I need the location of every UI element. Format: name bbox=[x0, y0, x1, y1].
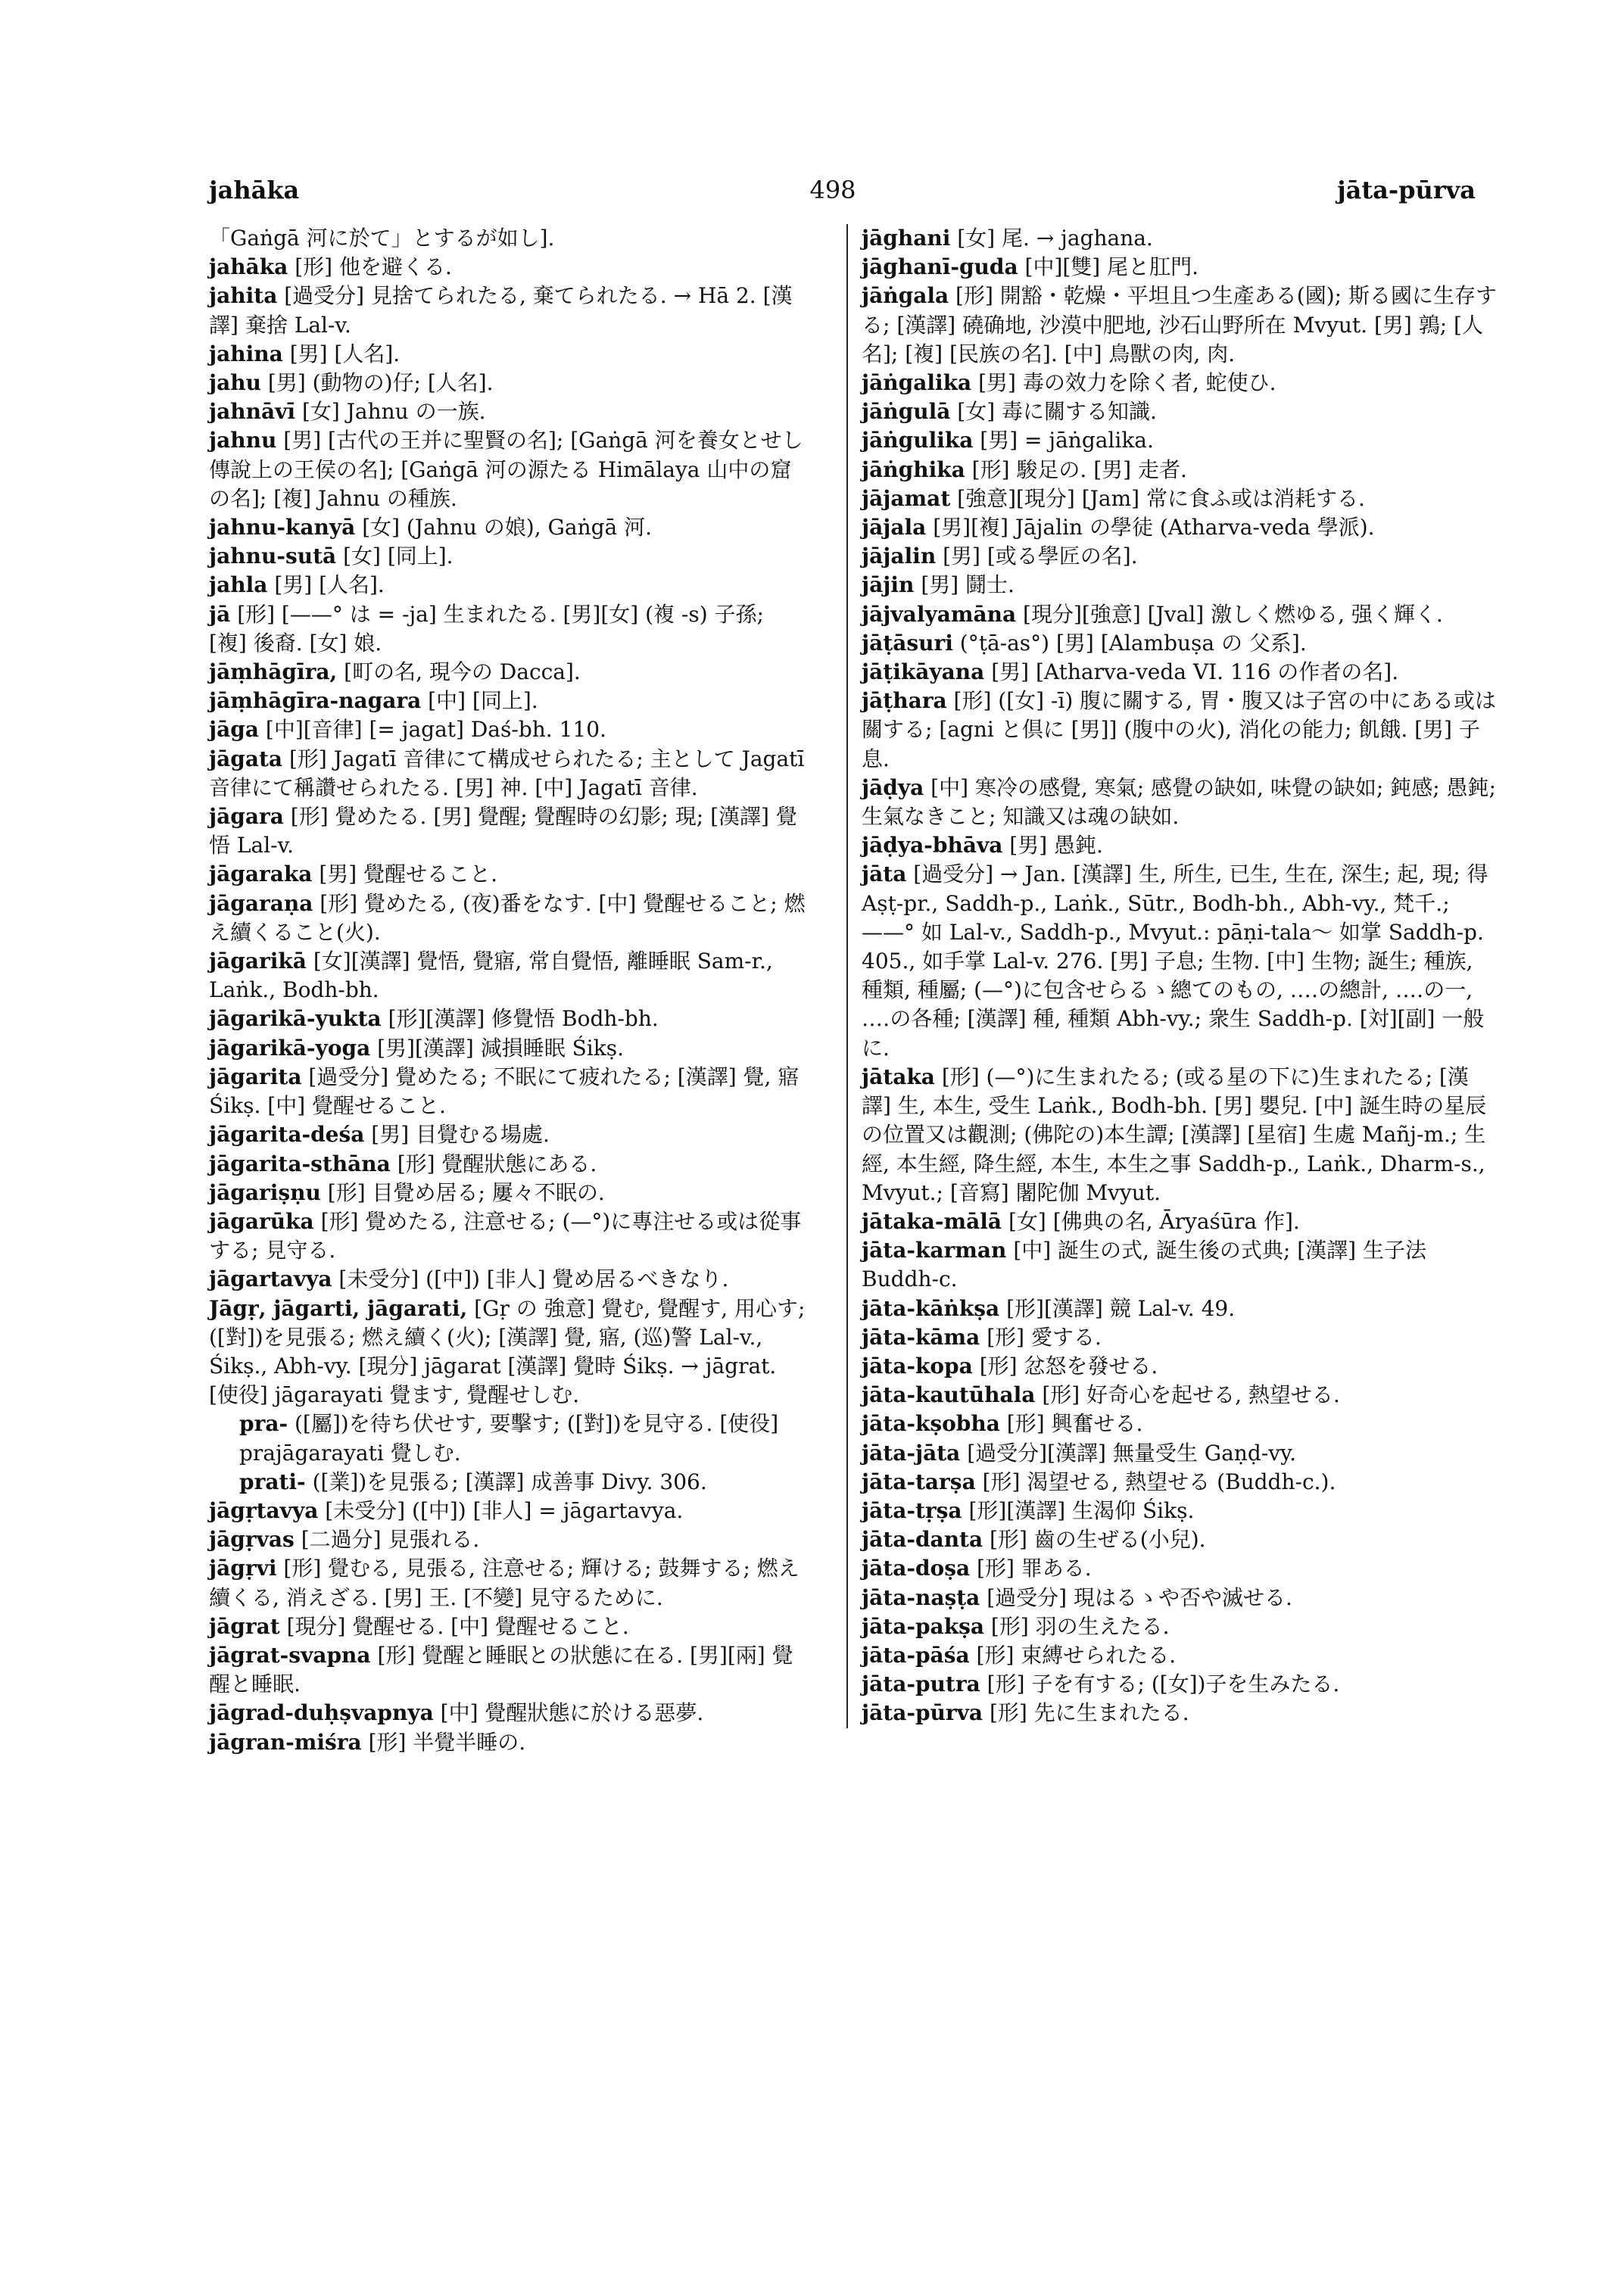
dictionary-entry bbox=[862, 513, 1498, 542]
entry-definition: [形][漢譯] 生渴仰 Śikṣ. bbox=[968, 1497, 1195, 1523]
entry-headword: jāgariṣṇu bbox=[209, 1179, 321, 1205]
entry-headword: jāta-kautūhala bbox=[862, 1382, 1036, 1408]
dictionary-entry bbox=[209, 745, 807, 802]
dictionary-entry bbox=[862, 1468, 1498, 1497]
entry-definition: [形] 齒の生ぜる(小兒). bbox=[990, 1527, 1206, 1553]
entry-definition: [形] 子を有する; ([女])子を生みたる. bbox=[987, 1671, 1340, 1697]
entry-definition: [形] ([女] -ī) 腹に關する, 胃・腹又は子宮の中にある或は關する; [agni と倶に [男]] (腹中の火), 消化の能力; 飢餓. [男] 子息. bbox=[862, 688, 1496, 771]
entry-headword: jāta bbox=[862, 861, 907, 887]
dictionary-entry bbox=[209, 1410, 807, 1467]
entry-definition: [形] 束縛せられたる. bbox=[976, 1642, 1177, 1668]
entry-definition: [女][漢譯] 覺悟, 覺寤, 常自覺悟, 離睡眠 Sam-r., Laṅk., Bodh-bh. bbox=[209, 949, 773, 1003]
entry-headword: jāta-tarṣa bbox=[862, 1469, 976, 1494]
dictionary-entry bbox=[862, 1063, 1498, 1207]
entry-definition: ([業])を見張る; [漢譯] 成善事 Divy. 306. bbox=[312, 1469, 707, 1494]
dictionary-entry bbox=[209, 369, 807, 397]
entry-headword: jāṃhāgīra, bbox=[209, 659, 338, 685]
dictionary-entry bbox=[862, 1554, 1498, 1583]
entry-headword: jāṅgulā bbox=[862, 399, 951, 425]
entry-definition: [女] (Jahnu の娘), Gaṅgā 河. bbox=[362, 515, 653, 541]
entry-definition: [男] 鬪士. bbox=[921, 572, 1015, 598]
dictionary-entry bbox=[862, 1352, 1498, 1381]
entry-definition: [女] 毒に關する知識. bbox=[957, 399, 1157, 425]
dictionary-entry bbox=[209, 1554, 807, 1612]
dictionary-entry bbox=[209, 571, 807, 600]
dictionary-entry bbox=[862, 426, 1498, 455]
entry-headword: jahnu-kanyā bbox=[209, 515, 356, 541]
entry-headword: jāta-kāṅkṣa bbox=[862, 1295, 1000, 1321]
dictionary-entry bbox=[862, 629, 1498, 658]
dictionary-entry bbox=[862, 397, 1498, 426]
entry-headword: jahita bbox=[209, 283, 278, 309]
entry-headword: jā bbox=[209, 601, 231, 627]
dictionary-entry bbox=[209, 1497, 807, 1525]
entry-definition: [形] 好奇心を起せる, 熱望せる. bbox=[1042, 1382, 1340, 1408]
entry-headword: jājala bbox=[862, 515, 927, 541]
entry-definition: [形] 興奮せる. bbox=[1006, 1411, 1143, 1437]
dictionary-entry bbox=[862, 1410, 1498, 1438]
dictionary-entry bbox=[209, 253, 807, 282]
dictionary-entry bbox=[862, 1641, 1498, 1670]
dictionary-entry bbox=[209, 542, 807, 571]
dictionary-entry bbox=[862, 1294, 1498, 1323]
entry-definition: [Gṛ の 強意] 覺む, 覺醒す, 用心す; ([對])を見張る; 燃え續く(火); [漢譯] 覺, 寤, (巡)警 Lal-v., Śikṣ., Abh-vy. [現分] jāgarat [漢譯] 覺時 Śikṣ. → jāgrat. [使役] jāgarayati 覺ます, 覺醒せしむ. bbox=[209, 1295, 806, 1408]
entry-headword: jāta-karman bbox=[862, 1238, 1007, 1263]
entry-definition: [中] [同上]. bbox=[428, 688, 538, 714]
running-head-left: jahāka bbox=[209, 176, 300, 204]
dictionary-entry bbox=[862, 1670, 1498, 1699]
entry-headword: jahnu-sutā bbox=[209, 544, 337, 569]
dictionary-entry bbox=[862, 1497, 1498, 1525]
entry-definition: [女] Jahnu の一族. bbox=[301, 399, 486, 425]
entry-definition: [過受分] 覺めたる; 不眠にて疲れたる; [漢譯] 覺, 寤 Śikṣ. [中] 覺醒せること. bbox=[209, 1064, 800, 1119]
entry-definition: [形] 忿怒を發せる. bbox=[979, 1353, 1158, 1379]
dictionary-entry bbox=[862, 224, 1498, 253]
dictionary-entry bbox=[209, 889, 807, 947]
dictionary-entry bbox=[209, 1294, 807, 1410]
entry-headword: jāta-doṣa bbox=[862, 1556, 971, 1581]
entry-definition: [女] 尾. → jaghana. bbox=[957, 226, 1153, 251]
entry-headword: jāghani bbox=[862, 226, 951, 251]
dictionary-entry bbox=[209, 1699, 807, 1728]
entry-headword: jāṅghika bbox=[862, 456, 965, 482]
entry-definition: [町の名, 現今の Dacca]. bbox=[344, 659, 581, 685]
dictionary-entry bbox=[209, 1468, 807, 1497]
entry-headword: jāṭhara bbox=[862, 688, 947, 714]
entry-definition: [形] 覺むる, 見張る, 注意せる; 輝ける; 鼓舞する; 燃え續くる, 消えざる. [男] 王. [不變] 見守るために. bbox=[209, 1556, 800, 1610]
entry-definition: 「Gaṅgā 河に於て」とするが如し]. bbox=[209, 226, 555, 251]
entry-headword: jāgrat-svapna bbox=[209, 1642, 371, 1668]
entry-definition: [中] 誕生の式, 誕生後の式典; [漢譯] 生子法 Buddh-c. bbox=[862, 1238, 1426, 1292]
entry-headword: jāgṛvi bbox=[209, 1556, 277, 1581]
entry-definition: [形] 罪ある. bbox=[977, 1556, 1092, 1581]
entry-headword: jahu bbox=[209, 370, 261, 396]
entry-definition: [男] [Atharva-veda VI. 116 の作者の名]. bbox=[991, 659, 1399, 685]
entry-definition: [中][音律] [= jagat] Daś-bh. 110. bbox=[265, 717, 606, 743]
left-column bbox=[209, 224, 807, 1757]
dictionary-entry bbox=[862, 456, 1498, 484]
entry-headword: jāgrad-duḥṣvapnya bbox=[209, 1700, 434, 1726]
entry-definition: [男] [古代の王并に聖賢の名]; [Gaṅgā 河を養女とせし傳說上の王侯の名]; [Gaṅgā 河の源たる Himālaya 山中の窟の名]; [複] Jahnu の種族. bbox=[209, 428, 803, 511]
dictionary-entry bbox=[862, 542, 1498, 571]
entry-headword: jāghanī-guda bbox=[862, 254, 1018, 280]
entry-headword: jāga bbox=[209, 717, 259, 743]
dictionary-entry bbox=[209, 340, 807, 369]
entry-headword: jāṭikāyana bbox=[862, 659, 985, 685]
entry-definition: [形] 目覺め居る; 屢々不眠の. bbox=[327, 1179, 605, 1205]
entry-definition: [強意][現分] [Jam] 常に食ふ或は消耗する. bbox=[957, 485, 1365, 511]
entry-definition: [中][雙] 尾と肛門. bbox=[1024, 254, 1199, 280]
dictionary-entry bbox=[862, 282, 1498, 369]
entry-headword: jātaka bbox=[862, 1064, 935, 1089]
right-column bbox=[846, 224, 1498, 1728]
entry-definition: [中] 寒冷の感覺, 寒氣; 感覺の缺如, 味覺の缺如; 鈍感; 愚鈍; 生氣なきこと; 知識又は魂の缺如. bbox=[862, 774, 1496, 830]
dictionary-entry bbox=[862, 1381, 1498, 1410]
dictionary-entry bbox=[209, 715, 807, 744]
entry-headword: jāta-jāta bbox=[862, 1440, 961, 1466]
entry-definition: [形] 覺醒と睡眠との狀態に在る. [男][兩] 覺醒と睡眠. bbox=[209, 1642, 793, 1697]
entry-headword: jahina bbox=[209, 341, 283, 366]
entry-definition: [過受分] 見捨てられたる, 棄てられたる. → Hā 2. [漢譯] 棄捨 Lal-v. bbox=[209, 283, 793, 338]
entry-definition: [形] 開豁・乾燥・平坦且つ生產ある(國); 斯る國に生存する; [漢譯] 磽确地, 沙漠中肥地, 沙石山野所在 Mvyut. [男] 鶉; [人名]; [複] [民族の名]. [中] 鳥獸の肉, 肉. bbox=[862, 283, 1497, 366]
page-number: 498 bbox=[809, 176, 856, 204]
entry-headword: jāta-tṛṣa bbox=[862, 1497, 962, 1523]
dictionary-entry bbox=[862, 1236, 1498, 1294]
entry-headword: jāgṛvas bbox=[209, 1527, 295, 1553]
entry-definition: [男] (動物の)仔; [人名]. bbox=[267, 370, 494, 396]
dictionary-entry bbox=[209, 1612, 807, 1641]
entry-headword: jājalin bbox=[862, 544, 937, 569]
dictionary-entry bbox=[209, 1207, 807, 1265]
dictionary-entry bbox=[862, 774, 1498, 831]
dictionary-entry bbox=[209, 1120, 807, 1149]
dictionary-entry bbox=[862, 571, 1498, 600]
entry-definition: [形] [——° は = -ja] 生まれたる. [男][女] (複 -s) 子孫; [複] 後裔. [女] 娘. bbox=[209, 601, 764, 656]
entry-headword: jāgarita-sthāna bbox=[209, 1151, 391, 1176]
dictionary-entry bbox=[209, 1179, 807, 1207]
entry-definition: [形] 渴望せる, 熱望せる (Buddh-c.). bbox=[982, 1469, 1336, 1494]
dictionary-entry bbox=[862, 687, 1498, 774]
running-head-right: jāta-pūrva bbox=[1337, 176, 1476, 204]
dictionary-entry bbox=[209, 947, 807, 1005]
entry-definition: [形] Jagatī 音律にて構成せられたる; 主として Jagatī 音律にて稱讚せられたる. [男] 神. [中] Jagatī 音律. bbox=[209, 746, 805, 800]
entry-headword: prati- bbox=[239, 1469, 306, 1494]
dictionary-entry bbox=[862, 1207, 1498, 1236]
dictionary-entry bbox=[209, 1005, 807, 1033]
entry-headword: jāta-kṣobha bbox=[862, 1411, 1000, 1437]
dictionary-entry bbox=[209, 860, 807, 889]
entry-definition: [形][漢譯] 修覺悟 Bodh-bh. bbox=[388, 1006, 659, 1032]
entry-headword: pra- bbox=[239, 1411, 288, 1437]
entry-definition: [形] (—°)に生まれたる; (或る星の下に)生まれたる; [漢譯] 生, 本生, 受生 Laṅk., Bodh-bh. [男] 嬰兒. [中] 誕生時の星辰の位置又は觀測; (佛陀の)本生譚; [漢譯] [星宿] 生處 Mañj-m.; 生經, 本生經, 降生經, 本生, 本生之事 Saddh-p., Laṅk., Dharm-s., Mvyut.; [音寫] 闍陀伽 Mvyut. bbox=[862, 1064, 1487, 1205]
dictionary-entry bbox=[862, 1439, 1498, 1468]
dictionary-entry bbox=[862, 1612, 1498, 1641]
entry-definition: [過受分] 現はるゝや否や滅せる. bbox=[987, 1584, 1292, 1610]
entry-definition: [未受分] ([中]) [非人] = jāgartavya. bbox=[325, 1497, 684, 1523]
dictionary-entry bbox=[209, 397, 807, 426]
entry-headword: jāta-pūrva bbox=[862, 1700, 983, 1726]
entry-definition: [男] 毒の效力を除く者, 蛇使ひ. bbox=[978, 370, 1276, 396]
dictionary-entry bbox=[209, 1728, 807, 1757]
entry-definition: ([屬])を待ち伏せす, 要擊す; ([對])を見守る. [使役] prajāgarayati 覺しむ. bbox=[239, 1411, 779, 1466]
entry-headword: jahnu bbox=[209, 428, 277, 453]
entry-definition: [形] 他を避くる. bbox=[295, 254, 452, 280]
entry-headword: jātaka-mālā bbox=[862, 1208, 1002, 1234]
dictionary-entry bbox=[209, 426, 807, 513]
dictionary-entry bbox=[209, 658, 807, 687]
dictionary-entry bbox=[209, 513, 807, 542]
dictionary-entry bbox=[862, 658, 1498, 687]
entry-headword: jāgarikā-yukta bbox=[209, 1006, 382, 1032]
entry-definition: [過受分][漢譯] 無量受生 Gaṇḍ-vy. bbox=[967, 1440, 1297, 1466]
entry-definition: [形][漢譯] 競 Lal-v. 49. bbox=[1006, 1295, 1236, 1321]
entry-headword: jāgarita bbox=[209, 1064, 302, 1089]
dictionary-entry bbox=[862, 484, 1498, 513]
dictionary-entry bbox=[209, 1525, 807, 1554]
dictionary-entry bbox=[209, 600, 807, 658]
entry-headword: jāgartavya bbox=[209, 1266, 332, 1292]
entry-definition: [男] [或る學匠の名]. bbox=[943, 544, 1138, 569]
entry-headword: jahnāvī bbox=[209, 399, 296, 425]
entry-headword: jāgrat bbox=[209, 1613, 280, 1639]
entry-headword: jāta-pāśa bbox=[862, 1642, 970, 1668]
dictionary-entry bbox=[209, 282, 807, 339]
entry-definition: [形] 覺めたる, (夜)番をなす. [中] 覺醒せること; 燃え續くること(火). bbox=[209, 890, 806, 945]
entry-headword: jāgara bbox=[209, 804, 284, 830]
entry-headword: jāgaraṇa bbox=[209, 890, 313, 916]
dictionary-entry bbox=[209, 1034, 807, 1063]
dictionary-entry bbox=[862, 1699, 1498, 1728]
entry-definition: [現分][強意] [Jval] 激しく燃ゆる, 强く輝く. bbox=[1023, 601, 1443, 627]
entry-headword: jāta-kopa bbox=[862, 1353, 973, 1379]
entry-headword: jāta-kāma bbox=[862, 1324, 980, 1350]
entry-definition: [二過分] 見張れる. bbox=[301, 1527, 480, 1553]
entry-headword: jāgaraka bbox=[209, 861, 313, 887]
entry-definition: [男] 愚鈍. bbox=[1009, 833, 1103, 858]
entry-definition: [形] 半覺半睡の. bbox=[368, 1729, 526, 1755]
entry-headword: jāta-putra bbox=[862, 1671, 980, 1697]
entry-headword: jāḍya bbox=[862, 774, 924, 800]
entry-headword: jāgran-miśra bbox=[209, 1729, 362, 1755]
entry-definition: [現分] 覺醒せる. [中] 覺醒せること. bbox=[286, 1613, 629, 1639]
dictionary-entry bbox=[209, 687, 807, 715]
entry-headword: jāḍya-bhāva bbox=[862, 833, 1003, 858]
entry-definition: [形] 駿足の. [男] 走者. bbox=[971, 456, 1187, 482]
entry-headword: jājin bbox=[862, 572, 915, 598]
dictionary-entry bbox=[862, 831, 1498, 860]
entry-definition: [男][複] Jājalin の學徒 (Atharva-veda 學派). bbox=[933, 515, 1375, 541]
dictionary-entry bbox=[209, 224, 807, 253]
entry-definition: [男] [人名]. bbox=[274, 572, 385, 598]
entry-headword: jāṃhāgīra-nagara bbox=[209, 688, 422, 714]
entry-definition: [形] 覺めたる, 注意せる; (—°)に專注せる或は從事する; 見守る. bbox=[209, 1208, 802, 1263]
entry-definition: [男][漢譯] 減損睡眠 Śikṣ. bbox=[377, 1035, 624, 1061]
dictionary-entry bbox=[862, 1584, 1498, 1612]
entry-headword: jāṅgala bbox=[862, 283, 949, 309]
entry-headword: jāgarikā bbox=[209, 949, 307, 974]
entry-definition: [形] 先に生まれたる. bbox=[989, 1700, 1189, 1726]
entry-definition: [女] [同上]. bbox=[343, 544, 454, 569]
dictionary-entry bbox=[209, 1063, 807, 1120]
entry-headword: jāṅgulika bbox=[862, 428, 974, 453]
entry-headword: jāta-pakṣa bbox=[862, 1613, 984, 1639]
entry-headword: jājvalyamāna bbox=[862, 601, 1017, 627]
entry-headword: jāgṛtavya bbox=[209, 1497, 319, 1523]
entry-headword: jāṅgalika bbox=[862, 370, 972, 396]
entry-definition: [形] 覺めたる. [男] 覺醒; 覺醒時の幻影; 現; [漢譯] 覺悟 Lal-v. bbox=[209, 804, 797, 858]
entry-definition: [男] 目覺むる場處. bbox=[371, 1122, 550, 1148]
entry-definition: [中] 覺醒狀態に於ける惡夢. bbox=[440, 1700, 704, 1726]
entry-headword: jahāka bbox=[209, 254, 288, 280]
entry-definition: [男] 覺醒せること. bbox=[319, 861, 497, 887]
dictionary-entry bbox=[209, 1150, 807, 1179]
entry-headword: jāgata bbox=[209, 746, 283, 771]
entry-headword: jāgarita-deśa bbox=[209, 1122, 365, 1148]
dictionary-entry bbox=[209, 1265, 807, 1294]
dictionary-entry bbox=[862, 369, 1498, 397]
entry-definition: [女] [佛典の名, Āryaśūra 作]. bbox=[1008, 1208, 1300, 1234]
dictionary-entry bbox=[862, 860, 1498, 1062]
entry-headword: jāgarūka bbox=[209, 1208, 314, 1234]
entry-definition: [男] = jāṅgalika. bbox=[980, 428, 1154, 453]
entry-headword: Jāgṛ, jāgarti, jāgarati, bbox=[209, 1295, 468, 1321]
dictionary-entry bbox=[862, 253, 1498, 282]
entry-definition: [形] 覺醒狀態にある. bbox=[397, 1151, 597, 1176]
entry-definition: (°ṭā-as°) [男] [Alambuṣa の 父系]. bbox=[959, 630, 1307, 656]
dictionary-entry bbox=[862, 1323, 1498, 1352]
entry-headword: jājamat bbox=[862, 485, 951, 511]
entry-definition: [形] 羽の生えたる. bbox=[990, 1613, 1170, 1639]
entry-headword: jāgarikā-yoga bbox=[209, 1035, 371, 1061]
dictionary-entry bbox=[862, 600, 1498, 629]
entry-headword: jahla bbox=[209, 572, 268, 598]
entry-definition: [男] [人名]. bbox=[289, 341, 401, 366]
entry-definition: [形] 愛する. bbox=[987, 1324, 1102, 1350]
dictionary-entry bbox=[209, 802, 807, 860]
dictionary-entry bbox=[209, 1641, 807, 1699]
entry-headword: jāta-danta bbox=[862, 1527, 983, 1553]
entry-definition: [過受分] → Jan. [漢譯] 生, 所生, 已生, 生在, 深生; 起, 現; 得 Aṣṭ-pr., Saddh-p., Laṅk., Sūtr., Bodh-bh., Abh-vy., 梵千.; ——° 如 Lal-v., Saddh-p., Mvyut.: pāṇi-tala〜 如掌 Saddh-p. 405., 如手掌 Lal-v. 276. [男] 子息; 生物. [中] 生物; 誕生; 種族, 種類, 種屬; (—°)に包含せらるゝ總てのもの, ‥‥の總計, ‥‥の一, ‥‥の各種; [漢譯] 種, 種類 Abh-vy.; 衆生 Saddh-p. [対][副] 一般に. bbox=[862, 861, 1488, 1061]
entry-definition: [未受分] ([中]) [非人] 覺め居るべきなり. bbox=[338, 1266, 729, 1292]
dictionary-entry bbox=[862, 1525, 1498, 1554]
entry-headword: jāta-naṣṭa bbox=[862, 1584, 980, 1610]
entry-headword: jāṭāsuri bbox=[862, 630, 953, 656]
